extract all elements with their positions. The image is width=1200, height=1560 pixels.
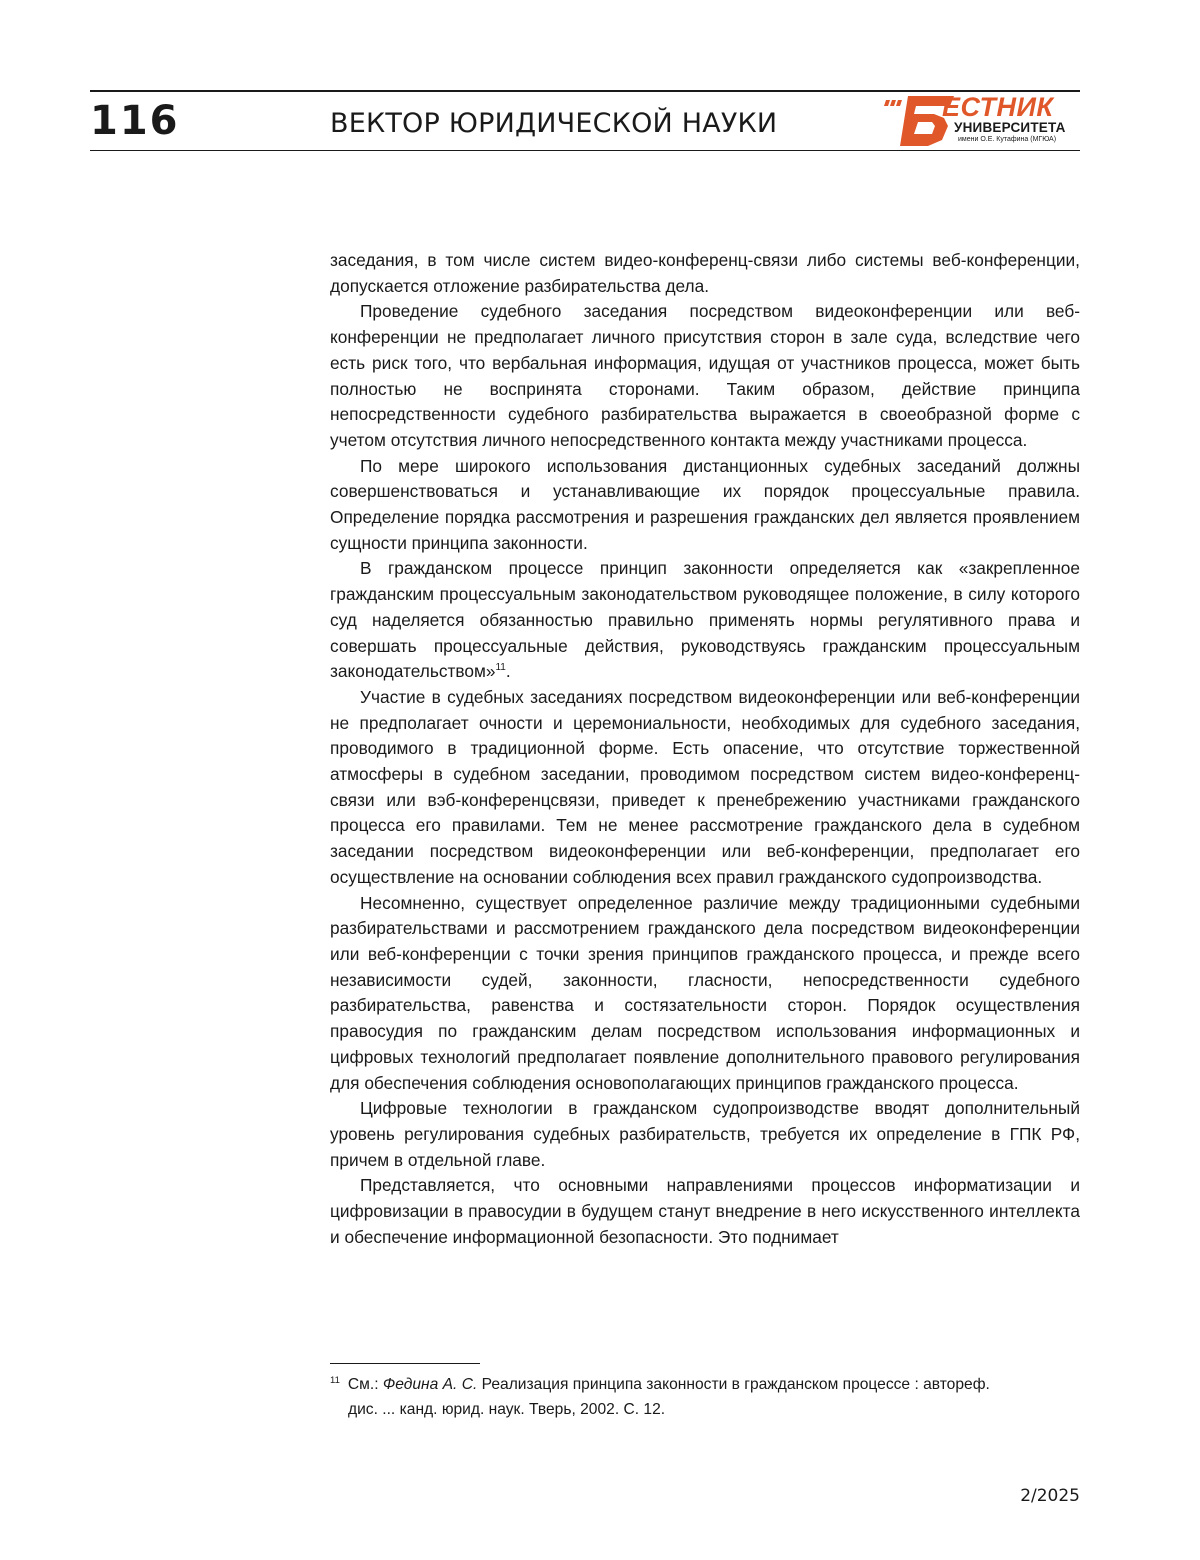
page-number: 116 [90,98,180,144]
header-bottom-rule [90,150,1080,151]
footnote [330,1372,1080,1422]
paragraph: Представляется, что основными направлениями процессов информатизации и цифровизации в правосудии в будущем станут внедрение в него искусственного интеллекта и обеспечение информационной безопасности. Это поднимает [330,1173,1080,1250]
paragraph: заседания, в том числе систем видео-конференц-связи либо системы веб-конференции, допускается отложение разбирательства дела. [330,248,1080,299]
logo-university: УНИВЕРСИТЕТА [954,120,1066,135]
paragraph: Несомненно, существует определенное различие между традиционными судебными разбирательствами и рассмотрением гражданского дела посредством видеоконференции или веб-конференции с точки зрения принципов гражданского процесса, и прежде всего независимости судей, законности, гласности, непосредственности судебного разбирательства, равенства и состязательности сторон. Порядок осуществления правосудия по гражданским делам посредством использования информационных и цифровых технологий предполагает появление дополнительного правового регулирования для обеспечения соблюдения основополагающих принципов гражданского процесса. [330,891,1080,1097]
paragraph: По мере широкого использования дистанционных судебных заседаний должны совершенствоваться и устанавливающие их порядок процессуальные правила. Определение порядка рассмотрения и разрешения гражданских дел является проявлением сущности принципа законности. [330,454,1080,557]
article-body [330,248,1080,1250]
footnote-author: Федина А. С. [383,1376,477,1393]
footnote-line2: дис. ... канд. юрид. наук. Тверь, 2002. С. 12. [330,1397,1080,1422]
paragraph: Цифровые технологии в гражданском судопроизводстве вводят дополнительный уровень регулирования судебных разбирательств, требуется их определение в ГПК РФ, причем в отдельной главе. [330,1096,1080,1173]
header-top-rule [90,90,1080,92]
logo-subtitle: имени О.Е. Кутафина (МГЮА) [958,136,1056,143]
paragraph [330,556,1080,685]
footnote-line1: Реализация принципа законности в гражданском процессе : автореф. [477,1376,990,1393]
footnote-divider [330,1363,480,1364]
footnote-mark: 11 [330,1375,340,1386]
paragraph-text: В гражданском процессе принцип законности определяется как «закрепленное гражданским процессуальным законодательством руководящее положение, в силу которого суд наделяется обязанностью правильно применять нормы регулятивного права и совершать процессуальные действия, руководствуясь гражданским процессуальным законодательством» [330,558,1080,681]
section-title: ВЕКТОР ЮРИДИЧЕСКОЙ НАУКИ [330,108,777,139]
paragraph-tail: . [506,661,511,681]
paragraph: Проведение судебного заседания посредством видеоконференции или веб-конференции не предполагает личного присутствия сторон в зале суда, вследствие чего есть риск того, что вербальная информация, идущая от участников процесса, может быть полностью не воспринята сторонами. Таким образом, действие принципа непосредственности судебного разбирательства выражается в своеобразной форме с учетом отсутствия личного непосредственного контакта между участниками процесса. [330,299,1080,453]
journal-logo [880,94,1080,148]
logo-word: ЕСТНИК [942,92,1054,123]
footnote-reference[interactable]: 11 [495,662,505,673]
paragraph: Участие в судебных заседаниях посредством видеоконференции или веб-конференции не предполагает очности и церемониальности, необходимых для судебного заседания, проводимого в традиционной форме. Есть опасение, что отсутствие торжественной атмосферы в судебном заседании, проводимом посредством систем видео-конференц-связи или вэб-конференцсвязи, приведет к пренебрежению участниками гражданского процесса его правилами. Тем не менее рассмотрение гражданского дела в судебном заседании посредством видеоконференции или веб-конференции, предполагает его осуществление на основании соблюдения всех правил гражданского судопроизводства. [330,685,1080,891]
issue-number: 2/2025 [1020,1486,1080,1506]
footnote-prefix: См.: [348,1376,383,1393]
